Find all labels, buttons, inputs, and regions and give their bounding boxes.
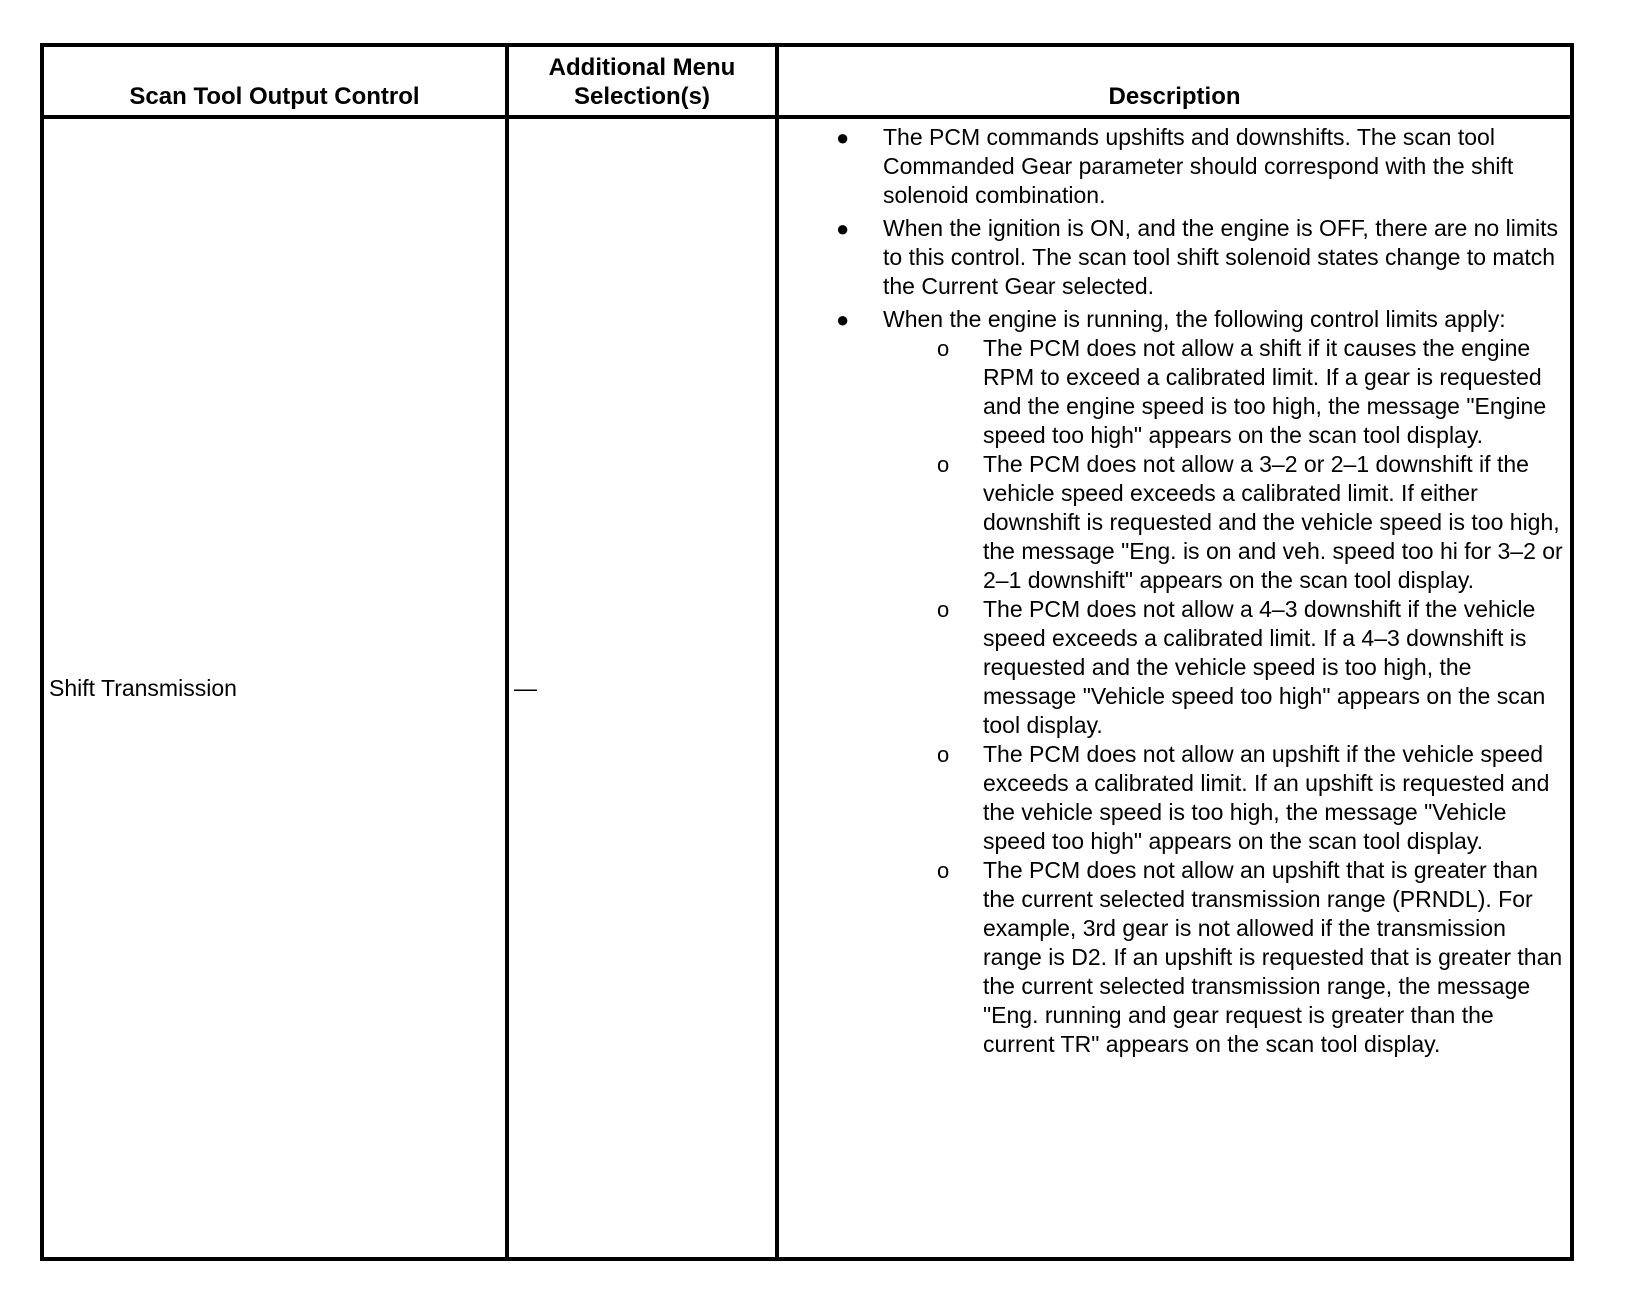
sub-list [883, 334, 1566, 1059]
sub-list-item-text: The PCM does not allow a 4–3 downshift if the vehicle speed exceeds a calibrated limit. If a 4–3 downshift is requested and the vehicle speed is too high, the message "Vehicle speed too high" appears on the scan tool display. [983, 596, 1546, 738]
header-divider [44, 115, 1570, 119]
bullet-icon: ● [836, 307, 850, 332]
column-divider [505, 47, 509, 1257]
description-list [779, 123, 1570, 1059]
circle-bullet-icon: o [937, 336, 950, 361]
header-additional-menu-selections [509, 47, 775, 115]
cell-description [779, 123, 1570, 1063]
list-item-text: The PCM commands upshifts and downshifts. The scan tool Commanded Gear parameter should correspond with the shift solenoid combination. [883, 124, 1514, 208]
header-label-line1: Additional Menu [548, 54, 736, 81]
list-item [779, 214, 1570, 301]
sub-list-item [885, 595, 1566, 740]
header-description [779, 47, 1570, 115]
list-item [779, 305, 1570, 1059]
sub-list-item [885, 334, 1566, 450]
cell-menu-selection: — [514, 675, 537, 701]
header-label: Scan Tool Output Control [129, 83, 420, 110]
sub-list-item-text: The PCM does not allow a 3–2 or 2–1 downshift if the vehicle speed exceeds a calibrated limit. If either downshift is requested and the vehicle speed is too high, the message "Eng. is on and veh. speed too hi for 3–2 or 2–1 downshift" appears on the scan tool display. [983, 451, 1563, 593]
bullet-icon: ● [836, 125, 850, 150]
list-item-text: When the ignition is ON, and the engine is OFF, there are no limits to this control. The scan tool shift solenoid states change to match the Current Gear selected. [883, 215, 1558, 299]
sub-list-item-text: The PCM does not allow a shift if it causes the engine RPM to exceed a calibrated limit. If a gear is requested and the engine speed is too high, the message "Engine speed too high" appears on the scan tool display. [983, 335, 1547, 448]
circle-bullet-icon: o [937, 452, 950, 477]
sub-list-item-text: The PCM does not allow an upshift if the vehicle speed exceeds a calibrated limit. If an upshift is requested and the vehicle speed is too high, the message "Vehicle speed too high" appears on the scan tool display. [983, 741, 1550, 854]
sub-list-item-text: The PCM does not allow an upshift that is greater than the current selected transmission range (PRNDL). For example, 3rd gear is not allowed if the transmission range is D2. If an upshift is requested that is greater than the current selected transmission range, the message "Eng. running and gear request is greater than the current TR" appears on the scan tool display. [983, 857, 1563, 1057]
scan-tool-table [40, 43, 1574, 1261]
circle-bullet-icon: o [937, 597, 950, 622]
header-label-line2: Selection(s) [573, 83, 711, 110]
sub-list-item [885, 450, 1566, 595]
sub-list-item [885, 740, 1566, 856]
sub-list-item [885, 856, 1566, 1059]
header-scan-tool-output-control [44, 47, 505, 115]
header-label: Description [1108, 83, 1241, 110]
header-label [549, 53, 736, 111]
circle-bullet-icon: o [937, 858, 950, 883]
cell-control-name: Shift Transmission [49, 675, 237, 701]
list-item-text: When the engine is running, the following control limits apply: [883, 306, 1506, 332]
bullet-icon: ● [836, 216, 850, 241]
circle-bullet-icon: o [937, 742, 950, 767]
list-item [779, 123, 1570, 210]
